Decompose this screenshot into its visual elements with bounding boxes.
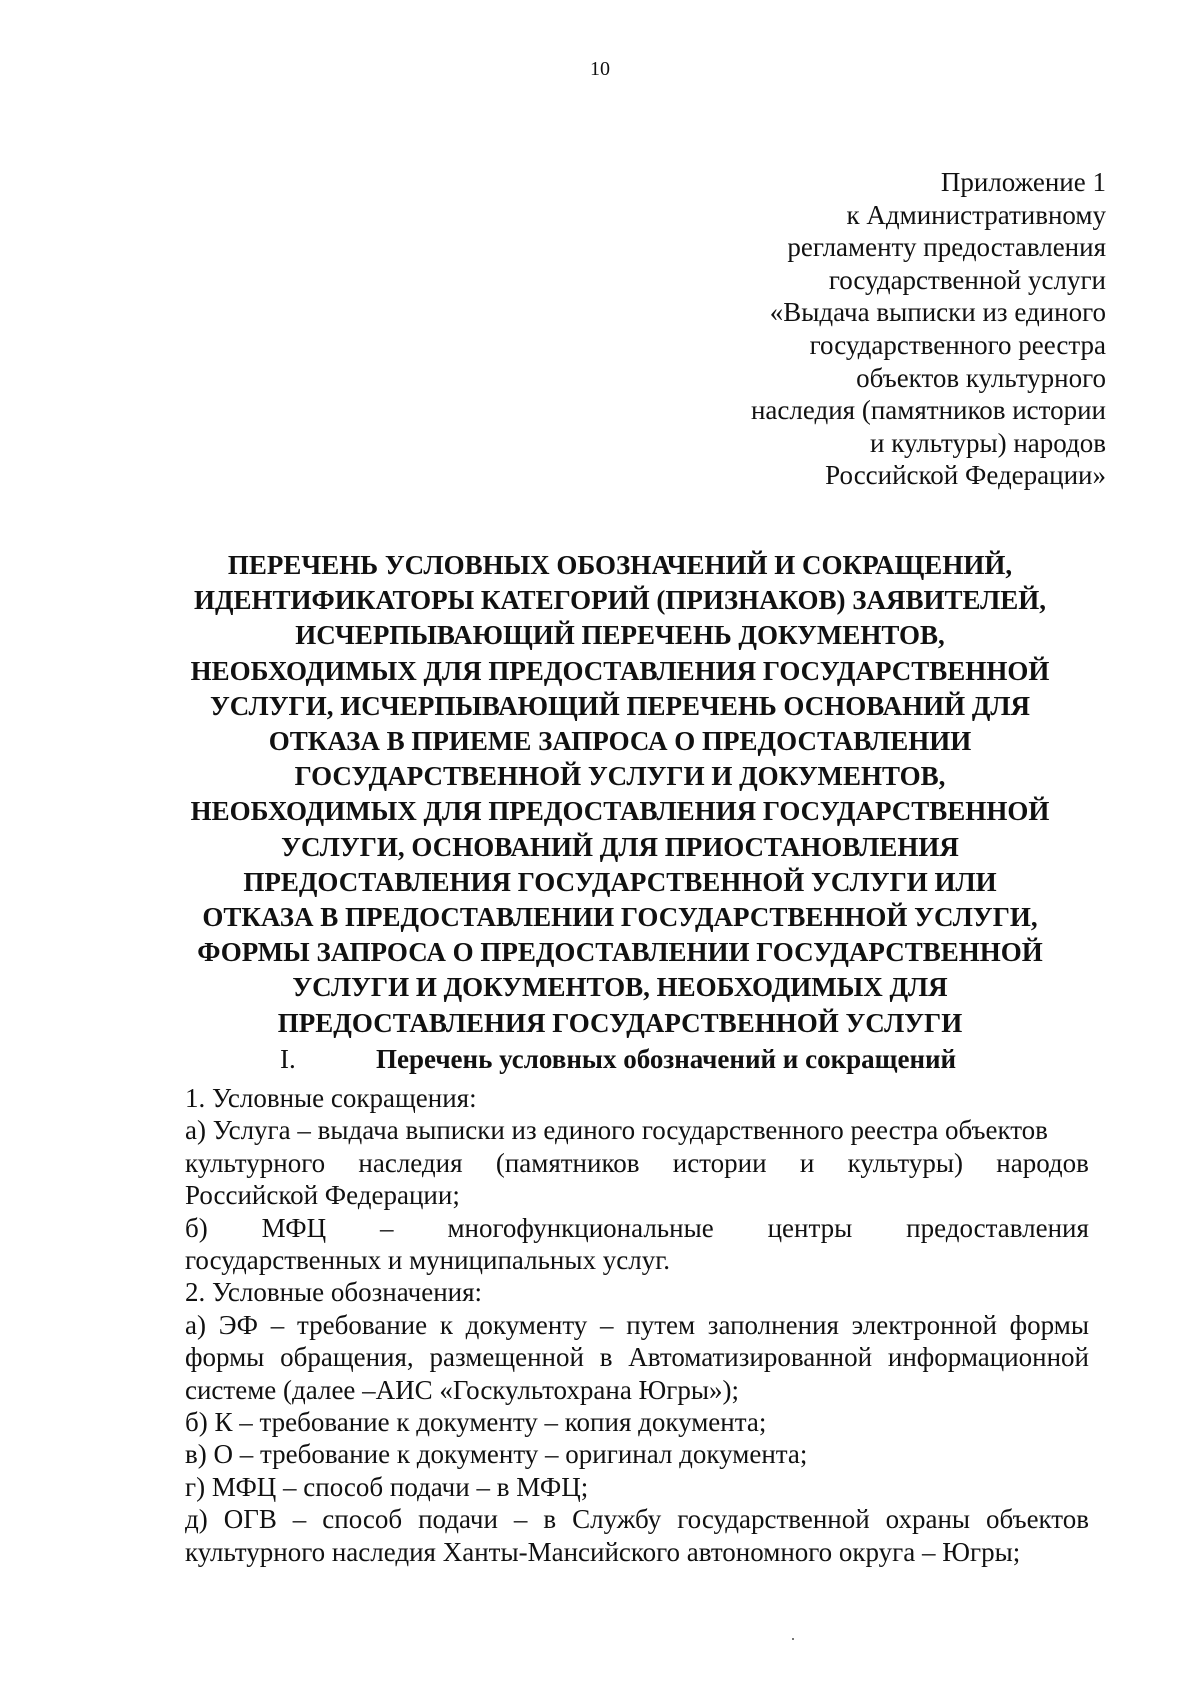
paragraph-line: Российской Федерации;	[185, 1180, 460, 1211]
annex-line: и культуры) народов	[870, 427, 1106, 458]
word: (памятников	[495, 1147, 640, 1178]
paragraph-heading: 2. Условные обозначения:	[185, 1277, 483, 1308]
word: центры	[767, 1212, 853, 1243]
title-line: ФОРМЫ ЗАПРОСА О ПРЕДОСТАВЛЕНИИ ГОСУДАРСТВЕННОЙ	[197, 937, 1043, 968]
title-line: ИДЕНТИФИКАТОРЫ КАТЕГОРИЙ (ПРИЗНАКОВ) ЗАЯВИТЕЛЕЙ,	[193, 585, 1047, 616]
paragraph-line: а) Услуга – выдача выписки из единого государственного реестра объектов	[185, 1115, 1048, 1146]
title-line: УСЛУГИ, ИСЧЕРПЫВАЮЩИЙ ПЕРЕЧЕНЬ ОСНОВАНИЙ ДЛЯ	[209, 690, 1031, 721]
title-line: ОТКАЗА В ПРЕДОСТАВЛЕНИИ ГОСУДАРСТВЕННОЙ УСЛУГИ,	[202, 902, 1038, 933]
annex-line: «Выдача выписки из единого	[769, 297, 1106, 328]
paragraph-line-justified	[185, 1212, 1089, 1244]
title-line: ОТКАЗА В ПРИЕМЕ ЗАПРОСА О ПРЕДОСТАВЛЕНИИ	[268, 726, 972, 757]
paragraph-line: культурного наследия Ханты-Мансийского автономного округа – Югры;	[185, 1536, 1021, 1567]
word: культуры)	[847, 1147, 963, 1178]
title-line: ГОСУДАРСТВЕННОЙ УСЛУГИ И ДОКУМЕНТОВ,	[294, 761, 946, 792]
title-line: НЕОБХОДИМЫХ ДЛЯ ПРЕДОСТАВЛЕНИЯ ГОСУДАРСТВЕННОЙ	[190, 796, 1050, 827]
annex-line: Российской Федерации»	[825, 460, 1106, 491]
paragraph-line: г) МФЦ – способ подачи – в МФЦ;	[185, 1471, 589, 1502]
paragraph-heading: 1. Условные сокращения:	[185, 1083, 477, 1113]
section-number: I.	[280, 1044, 296, 1074]
title-line: УСЛУГИ И ДОКУМЕНТОВ, НЕОБХОДИМЫХ ДЛЯ	[292, 972, 948, 1003]
word: и	[799, 1147, 815, 1178]
paragraph-line: формы обращения, размещенной в Автоматизированной информационной	[185, 1342, 1089, 1373]
paragraph-line: системе (далее –АИС «Госкультохрана Югры»);	[185, 1374, 740, 1405]
document-body	[185, 1082, 1089, 1568]
word: культурного	[185, 1147, 326, 1178]
paragraph-line: в) О – требование к документу – оригинал документа;	[185, 1439, 808, 1470]
annex-line: наследия (памятников истории	[750, 395, 1106, 426]
annex-line: к Административному	[846, 199, 1106, 230]
page-number: 10	[590, 58, 610, 80]
document-title	[150, 548, 1090, 1041]
annex-line: объектов культурного	[856, 362, 1106, 393]
paragraph-line: а) ЭФ – требование к документу – путем заполнения электронной формы	[185, 1309, 1089, 1340]
annex-line: государственного реестра	[809, 329, 1106, 360]
word: МФЦ	[261, 1212, 327, 1243]
title-line: ПРЕДОСТАВЛЕНИЯ ГОСУДАРСТВЕННОЙ УСЛУГИ ИЛИ	[243, 866, 997, 897]
section-title: Перечень условных обозначений и сокращений	[376, 1044, 957, 1074]
annex-line: Приложение 1	[940, 167, 1106, 197]
annex-line: регламенту предоставления	[787, 232, 1106, 263]
title-line: УСЛУГИ, ОСНОВАНИЙ ДЛЯ ПРИОСТАНОВЛЕНИЯ	[281, 831, 959, 862]
word: истории	[672, 1147, 767, 1178]
section-heading	[280, 1042, 1040, 1076]
annex-line: государственной услуги	[828, 264, 1106, 295]
title-line: ИСЧЕРПЫВАЮЩИЙ ПЕРЕЧЕНЬ ДОКУМЕНТОВ,	[295, 620, 945, 651]
scan-dot	[792, 1638, 794, 1640]
annex-block	[646, 166, 1106, 492]
word: –	[380, 1212, 394, 1243]
word: предоставления	[906, 1212, 1089, 1243]
title-line: НЕОБХОДИМЫХ ДЛЯ ПРЕДОСТАВЛЕНИЯ ГОСУДАРСТВЕННОЙ	[190, 655, 1050, 686]
word: многофункциональные	[447, 1212, 714, 1243]
word: наследия	[358, 1147, 463, 1178]
paragraph-line: б) К – требование к документу – копия документа;	[185, 1407, 767, 1438]
paragraph-line-justified	[185, 1147, 1089, 1179]
title-line: ПЕРЕЧЕНЬ УСЛОВНЫХ ОБОЗНАЧЕНИЙ И СОКРАЩЕНИЙ,	[227, 550, 1013, 580]
paragraph-line: государственных и муниципальных услуг.	[185, 1245, 670, 1276]
word: народов	[996, 1147, 1089, 1178]
paragraph-line: д) ОГВ – способ подачи – в Службу государственной охраны объектов	[185, 1504, 1089, 1535]
title-line: ПРЕДОСТАВЛЕНИЯ ГОСУДАРСТВЕННОЙ УСЛУГИ	[277, 1007, 963, 1038]
word: б)	[185, 1212, 208, 1243]
